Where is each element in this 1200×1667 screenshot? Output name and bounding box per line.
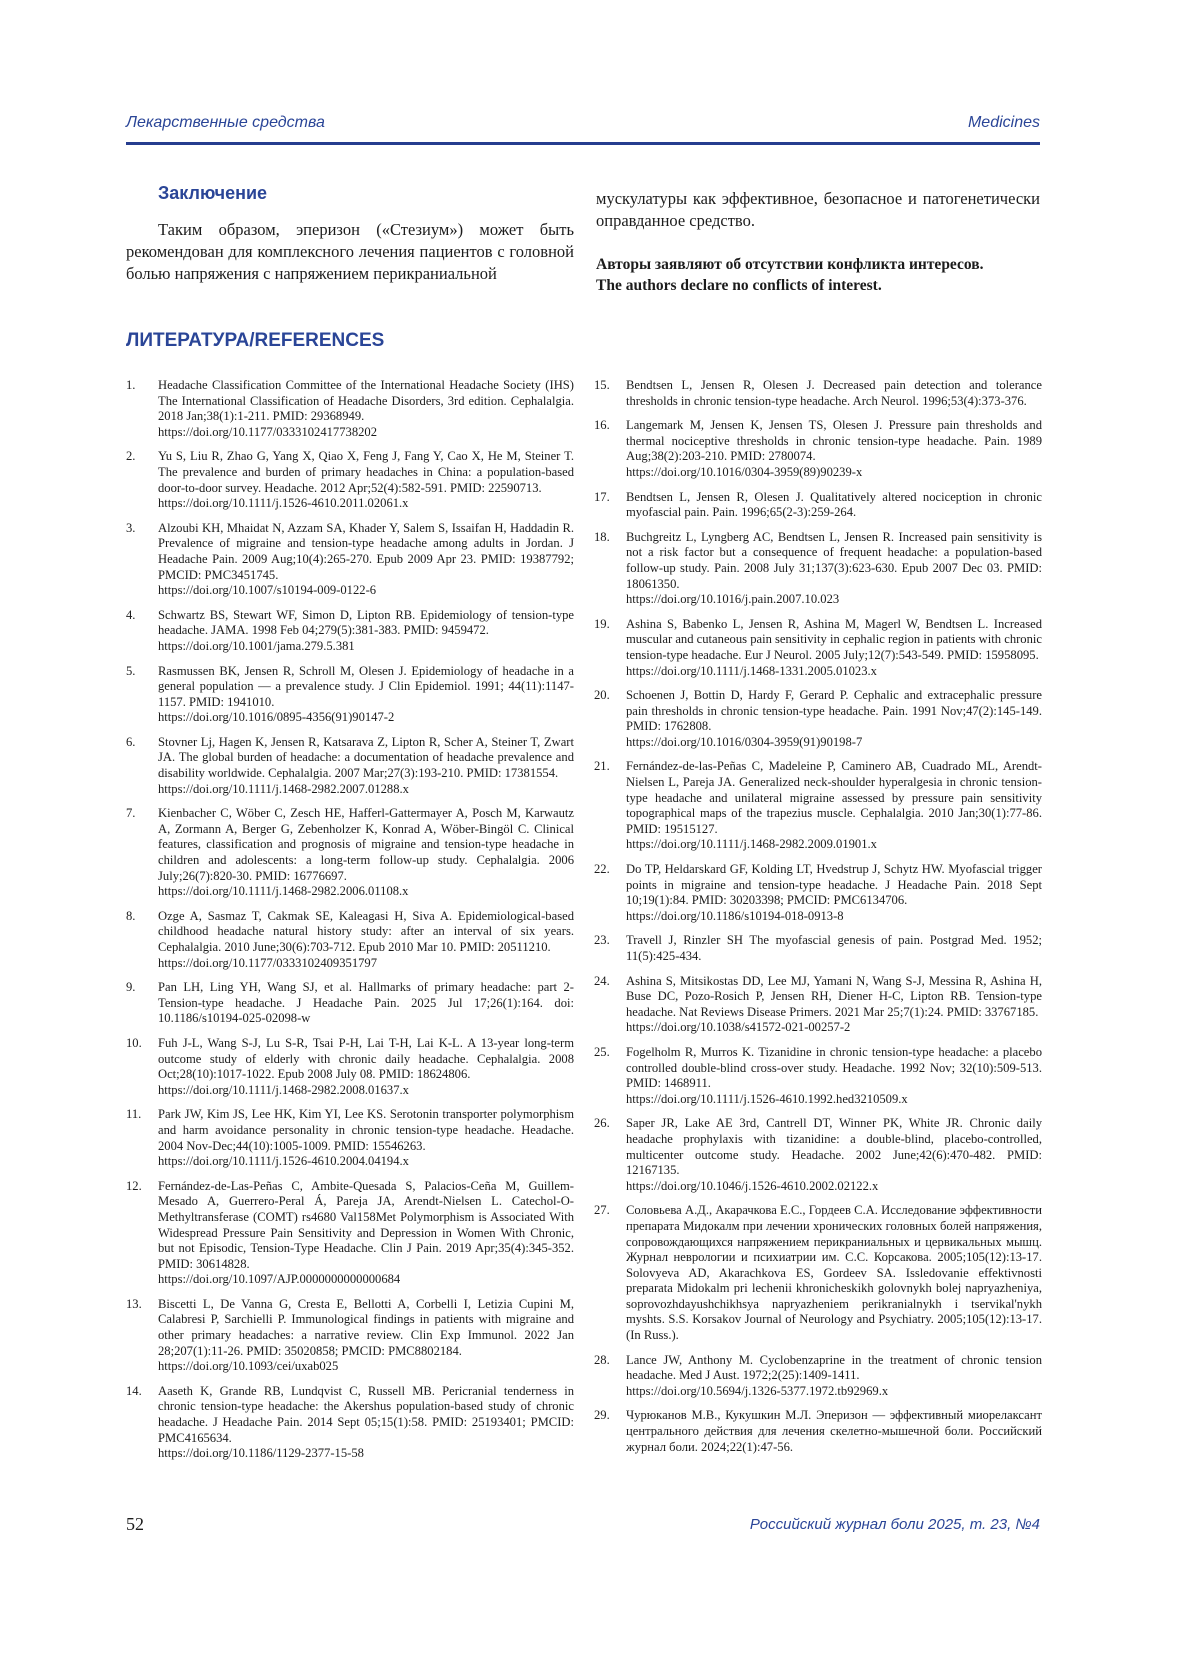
reference-number: 18.	[594, 529, 610, 544]
reference-doi-link[interactable]: https://doi.org/10.1177/0333102417738202	[158, 424, 378, 439]
reference-text: Ashina S, Babenko L, Jensen R, Ashina M, Magerl W, Bendtsen L. Increased muscular and cutaneous pain sensitivity in cephalic region in patients with chronic tension-type headache. Eur J Neurol. 2005 July;12(7):543-549. PMID: 15958095.	[626, 616, 1042, 662]
reference-item	[126, 806, 574, 900]
reference-doi-link[interactable]: https://doi.org/10.1186/1129-2377-15-58	[158, 1446, 364, 1461]
page-number: 52	[126, 1514, 144, 1534]
conclusion-continued	[596, 188, 1040, 296]
reference-text: Travell J, Rinzler SH The myofascial genesis of pain. Postgrad Med. 1952; 11(5):425-434.	[626, 933, 1042, 963]
reference-doi-link[interactable]: https://doi.org/10.1111/j.1526-4610.2011.02061.x	[158, 496, 409, 511]
reference-text: Biscetti L, De Vanna G, Cresta E, Bellotti A, Corbelli I, Letizia Cupini M, Calabresi P, Sarchielli P. Immunological findings in patients with migraine and other primary headaches: a narrative review. Clin Exp Immunol. 2022 Jan 28;207(1):11-26. PMID: 35020858; PMCID: PMC8802184.	[158, 1296, 574, 1358]
reference-item	[594, 418, 1042, 480]
reference-number: 4.	[126, 607, 136, 622]
reference-item	[594, 974, 1042, 1036]
reference-number: 25.	[594, 1044, 610, 1059]
reference-number: 8.	[126, 908, 136, 923]
reference-number: 26.	[594, 1116, 610, 1131]
reference-number: 1.	[126, 378, 136, 392]
reference-item	[594, 490, 1042, 521]
reference-doi-link[interactable]: https://doi.org/10.1016/0304-3959(91)90198-7	[626, 734, 863, 749]
reference-text: Schwartz BS, Stewart WF, Simon D, Lipton RB. Epidemiology of tension-type headache. JAMA. 1998 Feb 04;279(5):381-383. PMID: 9459472.	[158, 607, 574, 638]
reference-doi-link[interactable]: https://doi.org/10.1111/j.1526-4610.1992.hed3210509.x	[626, 1091, 908, 1106]
journal-info: Российский журнал боли 2025, т. 23, №4	[749, 1516, 1040, 1533]
reference-text: Saper JR, Lake AE 3rd, Cantrell DT, Winner PK, White JR. Chronic daily headache prophylaxis with tizanidine: a double-blind, placebo-controlled, multicenter outcome study. Headache. 2002 June;42(6):470-482. PMID: 12167135.	[626, 1116, 1042, 1178]
reference-text: Yu S, Liu R, Zhao G, Yang X, Qiao X, Feng J, Fang Y, Cao X, He M, Steiner T. The prevalence and burden of primary headaches in China: a population-based door-to-door survey. Headache. 2012 Apr;52(4):582-591. PMID: 22590713.	[158, 449, 574, 495]
reference-number: 14.	[126, 1383, 142, 1398]
reference-text: Чурюканов М.В., Кукушкин М.Л. Эперизон — эффективный миорелаксант центрального действия для лечения скелетно-мышечной боли. Российский журнал боли. 2024;22(1):47-56.	[626, 1408, 1042, 1454]
reference-item	[594, 759, 1042, 853]
reference-number: 7.	[126, 806, 136, 821]
reference-item	[126, 909, 574, 971]
reference-number: 20.	[594, 688, 610, 703]
reference-item	[126, 1107, 574, 1169]
reference-item	[126, 735, 574, 797]
reference-number: 15.	[594, 378, 610, 392]
reference-text: Fogelholm R, Murros K. Tizanidine in chronic tension-type headache: a placebo controlled double-blind cross-over study. Headache. 1992 Nov; 32(10):509-513. PMID: 1468911.	[626, 1044, 1042, 1091]
conclusion-title: Заключение	[158, 183, 268, 203]
reference-doi-link[interactable]: https://doi.org/10.1097/AJP.0000000000000684	[158, 1272, 401, 1287]
conflict-statement	[596, 254, 1040, 296]
reference-doi-link[interactable]: https://doi.org/10.1186/s10194-018-0913-8	[626, 908, 844, 923]
reference-doi-link[interactable]: https://doi.org/10.1111/j.1468-2982.2007.01288.x	[158, 781, 409, 796]
reference-text: Fernández-de-Las-Peñas C, Ambite-Quesada S, Palacios-Ceña M, Guillem-Mesado A, Guerrero-Peral Á, Pareja JA, Arendt-Nielsen L. Catechol-O-Methyltransferase (COMT) rs4680 Val158Met Polymorphism is Associated With Widespread Pressure Pain Sensitivity and Depression in Women With Chronic, but not Episodic, Tension-Type Headache. Clin J Pain. 2019 Apr;35(4):345-352. PMID: 30614828.	[158, 1178, 574, 1271]
reference-doi-link[interactable]: https://doi.org/10.1001/jama.279.5.381	[158, 638, 355, 653]
conclusion-text-continued: мускулатуры как эффективное, безопасное и патогенетически оправданное средство.	[596, 189, 1040, 230]
reference-doi-link[interactable]: https://doi.org/10.1038/s41572-021-00257-2	[626, 1020, 851, 1035]
reference-doi-link[interactable]: https://doi.org/10.1111/j.1468-1331.2005.01023.x	[626, 663, 877, 678]
reference-item	[594, 1408, 1042, 1455]
reference-number: 16.	[594, 418, 610, 433]
reference-number: 17.	[594, 489, 610, 504]
reference-number: 28.	[594, 1352, 610, 1367]
reference-number: 19.	[594, 616, 610, 631]
references-title: ЛИТЕРАТУРА/REFERENCES	[126, 330, 385, 351]
reference-doi-link[interactable]: https://doi.org/10.1016/0895-4356(91)90147-2	[158, 710, 395, 725]
reference-item	[126, 608, 574, 655]
reference-number: 5.	[126, 663, 136, 678]
reference-number: 29.	[594, 1408, 610, 1423]
reference-text: Buchgreitz L, Lyngberg AC, Bendtsen L, Jensen R. Increased pain sensitivity is not a risk factor but a consequence of frequent headache: a population-based follow-up study. Pain. 2008 July 31;137(3):623-630. Epub 2007 Dec 03. PMID: 18061350.	[626, 529, 1042, 591]
reference-item	[594, 617, 1042, 679]
reference-item	[126, 521, 574, 599]
reference-text: Headache Classification Committee of the International Headache Society (IHS) The International Classification of Headache Disorders, 3rd edition. Cephalalgia. 2018 Jan;38(1):1-211. PMID: 29368949.	[158, 378, 574, 424]
reference-text: Do TP, Heldarskard GF, Kolding LT, Hvedstrup J, Schytz HW. Myofascial trigger points in migraine and tension-type headache. J Headache Pain. 2018 Sept 10;19(1):84. PMID: 30203398; PMCID: PMC6134706.	[626, 862, 1042, 908]
reference-text: Aaseth K, Grande RB, Lundqvist C, Russell MB. Pericranial tenderness in chronic tension-type headache: the Akershus population-based study of chronic headache. J Headache Pain. 2014 Sept 05;15(1):58. PMID: 25193401; PMCID: PMC4165634.	[158, 1383, 574, 1445]
running-header	[126, 112, 1040, 145]
reference-number: 2.	[126, 449, 136, 464]
reference-number: 3.	[126, 520, 136, 535]
reference-text: Fuh J-L, Wang S-J, Lu S-R, Tsai P-H, Lai T-H, Lai K-L. A 13-year long-term outcome study of elderly with chronic daily headache. Cephalalgia. 2008 Oct;28(10):1017-1022. Epub 2008 July 08. PMID: 18624806.	[158, 1035, 574, 1082]
reference-doi-link[interactable]: https://doi.org/10.1111/j.1526-4610.2004.04194.x	[158, 1154, 409, 1169]
reference-item	[594, 688, 1042, 750]
reference-item	[594, 530, 1042, 608]
reference-text: Alzoubi KH, Mhaidat N, Azzam SA, Khader Y, Salem S, Issaifan H, Haddadin R. Prevalence of migraine and tension-type headache among adults in Jordan. J Headache Pain. 2009 Aug;10(4):265-270. Epub 2009 Apr 23. PMID: 19387792; PMCID: PMC3451745.	[158, 520, 574, 582]
reference-item	[126, 980, 574, 1027]
reference-number: 13.	[126, 1296, 142, 1311]
reference-item	[126, 1036, 574, 1098]
reference-item	[594, 933, 1042, 964]
reference-item	[126, 664, 574, 726]
reference-number: 21.	[594, 759, 610, 774]
header-section-en: Medicines	[967, 114, 1040, 131]
reference-number: 22.	[594, 862, 610, 877]
reference-text: Schoenen J, Bottin D, Hardy F, Gerard P. Cephalic and extracephalic pressure pain thresholds in chronic tension-type headache. Pain. 1991 Nov;47(2):145-149. PMID: 1762808.	[626, 688, 1042, 734]
reference-text: Langemark M, Jensen K, Jensen TS, Olesen J. Pressure pain thresholds and thermal nociceptive thresholds in chronic tension-type headache. Pain. 1989 Aug;38(2):203-210. PMID: 2780074.	[626, 418, 1042, 464]
reference-number: 27.	[594, 1203, 610, 1218]
reference-item	[594, 862, 1042, 924]
reference-item	[594, 1353, 1042, 1400]
reference-doi-link[interactable]: https://doi.org/10.5694/j.1326-5377.1972.tb92969.x	[626, 1383, 889, 1398]
reference-text: Ashina S, Mitsikostas DD, Lee MJ, Yamani N, Wang S-J, Messina R, Ashina H, Buse DC, Pozo-Rosich P, Jensen RH, Diener H-C, Lipton RB. Tension-type headache. Nat Reviews Disease Primers. 2021 Mar 25;7(1):24. PMID: 33767185.	[626, 973, 1042, 1019]
reference-item	[126, 1179, 574, 1288]
reference-number: 11.	[126, 1107, 142, 1122]
reference-item	[126, 378, 574, 440]
reference-text: Соловьева А.Д., Акарачкова Е.С., Гордеев С.А. Исследование эффективности препарата Мидокалм при лечении хронических головных болей напряжения, сопровождающихся напряжением перикраниальных и цервикальных мышц. Журнал неврологии и психиатрии им. С.С. Корсакова. 2005;105(12):13-17. Solovyeva AD, Akarachkova ES, Gordeev SA. Issledovanie effektivnosti preparata Midokalm pri lechenii khronicheskikh golovnykh bolej napryazheniya, soprovozhdayushchikhsya napryazheniem perikranialnykh i tservikal'nykh myshts. S.S. Korsakov Journal of Neurology and Psychiatry. 2005;105(12):13-17. (In Russ.).	[626, 1203, 1042, 1343]
reference-item	[594, 378, 1042, 409]
reference-doi-link[interactable]: https://doi.org/10.1016/0304-3959(89)90239-x	[626, 464, 863, 479]
reference-text: Bendtsen L, Jensen R, Olesen J. Qualitatively altered nociception in chronic myofascial pain. Pain. 1996;65(2-3):259-264.	[626, 489, 1042, 520]
references-right-column	[594, 378, 1042, 1464]
reference-item	[594, 1203, 1042, 1343]
reference-text: Fernández-de-las-Peñas C, Madeleine P, Caminero AB, Cuadrado ML, Arendt-Nielsen L, Pareja JA. Generalized neck-shoulder hyperalgesia in chronic tension-type headache and unilateral migraine assessed by pressure pain sensitivity topographical maps of the trapezius muscle. Cephalalgia. 2010 Jan;30(1):77-86. PMID: 19515127.	[626, 759, 1042, 836]
reference-text: Bendtsen L, Jensen R, Olesen J. Decreased pain detection and tolerance thresholds in chronic tension-type headache. Arch Neurol. 1996;53(4):373-376.	[626, 378, 1042, 408]
reference-doi-link[interactable]: https://doi.org/10.1177/0333102409351797	[158, 955, 378, 970]
reference-text: Rasmussen BK, Jensen R, Schroll M, Olesen J. Epidemiology of headache in a general population — a prevalence study. J Clin Epidemiol. 1991; 44(11):1147-1157. PMID: 1941010.	[158, 663, 574, 709]
reference-text: Lance JW, Anthony M. Cyclobenzaprine in the treatment of chronic tension headache. Med J Aust. 1972;2(25):1409-1411.	[626, 1352, 1042, 1383]
reference-doi-link[interactable]: https://doi.org/10.1111/j.1468-2982.2006.01108.x	[158, 884, 409, 899]
reference-item	[126, 1384, 574, 1462]
reference-item	[126, 1297, 574, 1375]
reference-number: 9.	[126, 980, 136, 995]
reference-number: 12.	[126, 1178, 142, 1193]
reference-text: Pan LH, Ling YH, Wang SJ, et al. Hallmarks of primary headache: part 2- Tension-type headache. J Headache Pain. 2025 Jul 17;26(1):164. doi: 10.1186/s10194-025-02098-w	[158, 980, 574, 1026]
reference-doi-link[interactable]: https://doi.org/10.1007/s10194-009-0122-6	[158, 583, 377, 598]
reference-number: 10.	[126, 1035, 142, 1050]
reference-item	[594, 1116, 1042, 1194]
references-left-column	[126, 378, 574, 1471]
reference-text: Park JW, Kim JS, Lee HK, Kim YI, Lee KS. Serotonin transporter polymorphism and harm avoidance personality in chronic tension-type headache. Headache. 2004 Nov-Dec;44(10):1005-1009. PMID: 15546263.	[158, 1107, 574, 1153]
reference-item	[594, 1045, 1042, 1107]
header-section-ru: Лекарственные средства	[126, 114, 325, 131]
reference-number: 6.	[126, 734, 136, 749]
reference-number: 23.	[594, 933, 610, 948]
reference-item	[126, 449, 574, 511]
reference-number: 24.	[594, 973, 610, 988]
reference-doi-link[interactable]: https://doi.org/10.1111/j.1468-2982.2008.01637.x	[158, 1082, 409, 1097]
reference-text: Kienbacher C, Wöber C, Zesch HE, Hafferl-Gattermayer A, Posch M, Karwautz A, Zormann A, Berger G, Zebenholzer K, Konrad A, Wöber-Bingöl C. Clinical features, classification and prognosis of migraine and tension-type headache in children and adolescents: a long-term follow-up study. Cephalalgia. 2006 July;26(7):820-30. PMID: 16776697.	[158, 806, 574, 883]
conflict-ru: Авторы заявляют об отсутствии конфликта интересов.	[596, 256, 984, 273]
reference-text: Stovner Lj, Hagen K, Jensen R, Katsarava Z, Lipton R, Scher A, Steiner T, Zwart JA. The global burden of headache: a documentation of headache prevalence and disability worldwide. Cephalalgia. 2007 Mar;27(3):193-210. PMID: 17381554.	[158, 734, 574, 781]
reference-doi-link[interactable]: https://doi.org/10.1016/j.pain.2007.10.023	[626, 592, 840, 607]
reference-doi-link[interactable]: https://doi.org/10.1093/cei/uxab025	[158, 1359, 339, 1374]
reference-doi-link[interactable]: https://doi.org/10.1046/j.1526-4610.2002.02122.x	[626, 1178, 879, 1193]
conclusion-text: Таким образом, эперизон («Стезиум») может быть рекомендован для комплексного лечения пациентов с головной болью напряжения с напряжением перикраниальной	[126, 220, 574, 283]
conclusion-section	[126, 183, 574, 285]
page-footer	[126, 1514, 1040, 1540]
reference-text: Ozge A, Sasmaz T, Cakmak SE, Kaleagasi H, Siva A. Epidemiological-based childhood headache natural history study: after an interval of six years. Cephalalgia. 2010 June;30(6):703-712. Epub 2010 Mar 10. PMID: 20511210.	[158, 908, 574, 954]
conflict-en: The authors declare no conflicts of interest.	[596, 277, 882, 294]
reference-doi-link[interactable]: https://doi.org/10.1111/j.1468-2982.2009.01901.x	[626, 837, 877, 852]
